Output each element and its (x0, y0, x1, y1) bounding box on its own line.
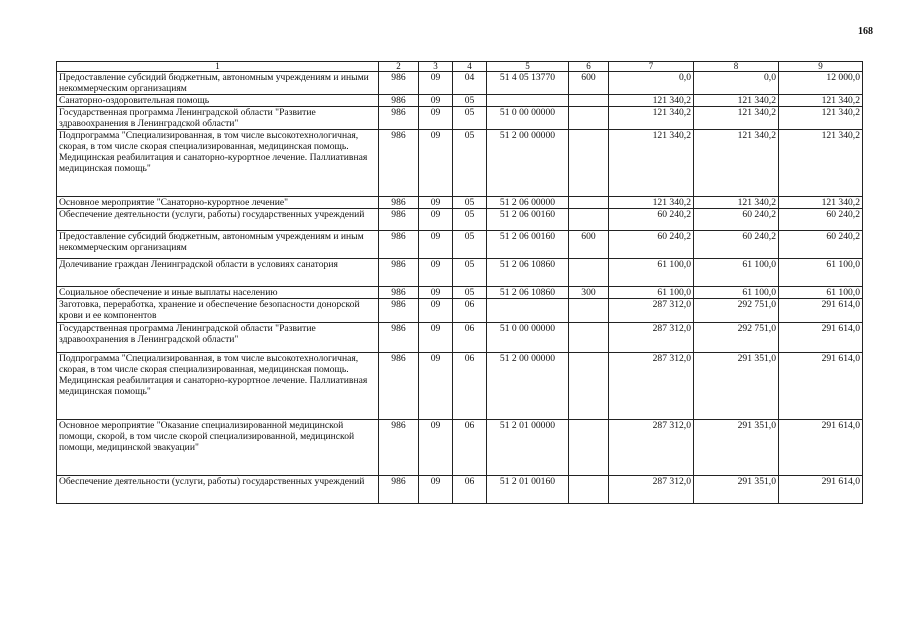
cell-amount-8: 61 100,0 (694, 259, 779, 287)
cell-amount-8: 292 751,0 (694, 323, 779, 353)
cell-amount-9: 291 614,0 (779, 476, 863, 504)
cell-expense-type: 600 (569, 231, 609, 259)
header-cell: 2 (379, 62, 419, 72)
cell-section: 09 (419, 476, 453, 504)
cell-amount-9: 60 240,2 (779, 231, 863, 259)
cell-amount-8: 292 751,0 (694, 299, 779, 323)
cell-section: 09 (419, 72, 453, 95)
cell-ministry: 986 (379, 95, 419, 107)
header-cell: 8 (694, 62, 779, 72)
table-row (57, 420, 863, 476)
cell-ministry: 986 (379, 72, 419, 95)
cell-subsection: 06 (453, 299, 487, 323)
cell-target-article: 51 2 06 00160 (487, 231, 569, 259)
cell-target-article: 51 0 00 00000 (487, 107, 569, 130)
cell-expense-type (569, 259, 609, 287)
cell-amount-9: 121 340,2 (779, 95, 863, 107)
table-row (57, 95, 863, 107)
cell-subsection: 05 (453, 197, 487, 209)
row-name: Долечивание граждан Ленинградской области в условиях санатория (57, 259, 379, 287)
cell-subsection: 05 (453, 130, 487, 197)
cell-amount-9: 121 340,2 (779, 107, 863, 130)
cell-expense-type (569, 209, 609, 231)
cell-subsection: 05 (453, 209, 487, 231)
cell-target-article: 51 2 00 00000 (487, 130, 569, 197)
row-name: Государственная программа Ленинградской области "Развитие здравоохранения в Ленинградской области" (57, 107, 379, 130)
cell-section: 09 (419, 197, 453, 209)
cell-amount-8: 121 340,2 (694, 130, 779, 197)
header-cell: 3 (419, 62, 453, 72)
cell-section: 09 (419, 107, 453, 130)
cell-subsection: 05 (453, 107, 487, 130)
cell-section: 09 (419, 130, 453, 197)
cell-section: 09 (419, 323, 453, 353)
header-cell: 6 (569, 62, 609, 72)
cell-amount-8: 291 351,0 (694, 353, 779, 420)
cell-ministry: 986 (379, 476, 419, 504)
cell-section: 09 (419, 353, 453, 420)
table-row (57, 231, 863, 259)
cell-amount-8: 121 340,2 (694, 95, 779, 107)
cell-target-article: 51 2 01 00160 (487, 476, 569, 504)
cell-section: 09 (419, 287, 453, 299)
header-cell: 5 (487, 62, 569, 72)
table-row (57, 299, 863, 323)
cell-amount-9: 12 000,0 (779, 72, 863, 95)
header-row (57, 62, 863, 72)
row-name: Подпрограмма "Специализированная, в том числе высокотехнологичная, скорая, в том числе скорая специализированная, медицинская помощь. Медицинская реабилитация и санаторно-курортное лечение. Паллиативная медицинская помощь" (57, 353, 379, 420)
cell-ministry: 986 (379, 299, 419, 323)
row-name: Основное мероприятие "Санаторно-курортное лечение" (57, 197, 379, 209)
cell-amount-7: 287 312,0 (609, 476, 694, 504)
cell-amount-8: 60 240,2 (694, 209, 779, 231)
cell-amount-7: 61 100,0 (609, 287, 694, 299)
cell-amount-7: 287 312,0 (609, 353, 694, 420)
cell-amount-8: 60 240,2 (694, 231, 779, 259)
cell-subsection: 06 (453, 420, 487, 476)
cell-target-article (487, 299, 569, 323)
table-row (57, 353, 863, 420)
cell-ministry: 986 (379, 420, 419, 476)
cell-ministry: 986 (379, 107, 419, 130)
row-name: Санаторно-оздоровительная помощь (57, 95, 379, 107)
table-row (57, 287, 863, 299)
cell-expense-type (569, 130, 609, 197)
cell-amount-8: 291 351,0 (694, 420, 779, 476)
row-name: Государственная программа Ленинградской области "Развитие здравоохранения в Ленинградской области" (57, 323, 379, 353)
budget-table (56, 61, 863, 504)
cell-section: 09 (419, 299, 453, 323)
cell-amount-9: 121 340,2 (779, 130, 863, 197)
row-name: Предоставление субсидий бюджетным, автономным учреждениям и иными некоммерческим организациям (57, 72, 379, 95)
table-row (57, 323, 863, 353)
cell-amount-9: 291 614,0 (779, 323, 863, 353)
cell-amount-7: 287 312,0 (609, 420, 694, 476)
cell-subsection: 05 (453, 259, 487, 287)
cell-amount-7: 60 240,2 (609, 231, 694, 259)
row-name: Подпрограмма "Специализированная, в том числе высокотехнологичная, скорая, в том числе скорая специализированная, медицинская помощь. Медицинская реабилитация и санаторно-курортное лечение. Паллиативная медицинская помощь" (57, 130, 379, 197)
cell-amount-9: 291 614,0 (779, 299, 863, 323)
cell-amount-7: 121 340,2 (609, 95, 694, 107)
cell-expense-type: 600 (569, 72, 609, 95)
cell-amount-9: 121 340,2 (779, 197, 863, 209)
table-row (57, 476, 863, 504)
cell-expense-type (569, 95, 609, 107)
cell-section: 09 (419, 259, 453, 287)
header-cell: 1 (57, 62, 379, 72)
cell-ministry: 986 (379, 353, 419, 420)
cell-expense-type (569, 323, 609, 353)
cell-amount-7: 60 240,2 (609, 209, 694, 231)
row-name: Заготовка, переработка, хранение и обеспечение безопасности донорской крови и ее компонентов (57, 299, 379, 323)
cell-target-article: 51 2 00 00000 (487, 353, 569, 420)
cell-amount-7: 121 340,2 (609, 130, 694, 197)
cell-expense-type (569, 476, 609, 504)
cell-section: 09 (419, 420, 453, 476)
cell-amount-7: 287 312,0 (609, 299, 694, 323)
row-name: Предоставление субсидий бюджетным, автономным учреждениям и иным некоммерческим организациям (57, 231, 379, 259)
cell-ministry: 986 (379, 197, 419, 209)
cell-amount-7: 121 340,2 (609, 197, 694, 209)
cell-amount-9: 291 614,0 (779, 353, 863, 420)
cell-expense-type (569, 299, 609, 323)
cell-ministry: 986 (379, 130, 419, 197)
cell-amount-7: 287 312,0 (609, 323, 694, 353)
cell-target-article: 51 2 06 00160 (487, 209, 569, 231)
table-row (57, 259, 863, 287)
cell-amount-9: 61 100,0 (779, 259, 863, 287)
table-row (57, 72, 863, 95)
cell-target-article: 51 2 06 00000 (487, 197, 569, 209)
table-row (57, 130, 863, 197)
cell-subsection: 05 (453, 231, 487, 259)
cell-ministry: 986 (379, 209, 419, 231)
row-name: Обеспечение деятельности (услуги, работы) государственных учреждений (57, 209, 379, 231)
cell-target-article: 51 2 06 10860 (487, 259, 569, 287)
header-cell: 4 (453, 62, 487, 72)
cell-target-article (487, 95, 569, 107)
cell-ministry: 986 (379, 259, 419, 287)
cell-subsection: 05 (453, 95, 487, 107)
cell-amount-8: 121 340,2 (694, 107, 779, 130)
table-row (57, 197, 863, 209)
cell-amount-7: 61 100,0 (609, 259, 694, 287)
cell-section: 09 (419, 209, 453, 231)
cell-target-article: 51 2 01 00000 (487, 420, 569, 476)
cell-amount-9: 61 100,0 (779, 287, 863, 299)
cell-subsection: 06 (453, 323, 487, 353)
cell-amount-8: 61 100,0 (694, 287, 779, 299)
header-cell: 7 (609, 62, 694, 72)
cell-amount-8: 0,0 (694, 72, 779, 95)
cell-subsection: 06 (453, 476, 487, 504)
row-name: Социальное обеспечение и иные выплаты населению (57, 287, 379, 299)
cell-target-article: 51 2 06 10860 (487, 287, 569, 299)
header-cell: 9 (779, 62, 863, 72)
cell-ministry: 986 (379, 287, 419, 299)
cell-section: 09 (419, 95, 453, 107)
cell-subsection: 06 (453, 353, 487, 420)
cell-amount-7: 0,0 (609, 72, 694, 95)
cell-expense-type (569, 107, 609, 130)
row-name: Обеспечение деятельности (услуги, работы) государственных учреждений (57, 476, 379, 504)
table-row (57, 107, 863, 130)
cell-amount-9: 291 614,0 (779, 420, 863, 476)
cell-expense-type (569, 420, 609, 476)
cell-expense-type (569, 353, 609, 420)
cell-ministry: 986 (379, 231, 419, 259)
page-number: 168 (858, 26, 873, 37)
table-row (57, 209, 863, 231)
cell-amount-9: 60 240,2 (779, 209, 863, 231)
cell-amount-7: 121 340,2 (609, 107, 694, 130)
cell-amount-8: 291 351,0 (694, 476, 779, 504)
cell-subsection: 05 (453, 287, 487, 299)
cell-expense-type (569, 197, 609, 209)
cell-ministry: 986 (379, 323, 419, 353)
cell-target-article: 51 4 05 13770 (487, 72, 569, 95)
cell-section: 09 (419, 231, 453, 259)
cell-target-article: 51 0 00 00000 (487, 323, 569, 353)
cell-expense-type: 300 (569, 287, 609, 299)
row-name: Основное мероприятие "Оказание специализированной медицинской помощи, скорой, в том числе скорой специализированной, медицинской помощи, медицинской эвакуации" (57, 420, 379, 476)
cell-subsection: 04 (453, 72, 487, 95)
cell-amount-8: 121 340,2 (694, 197, 779, 209)
